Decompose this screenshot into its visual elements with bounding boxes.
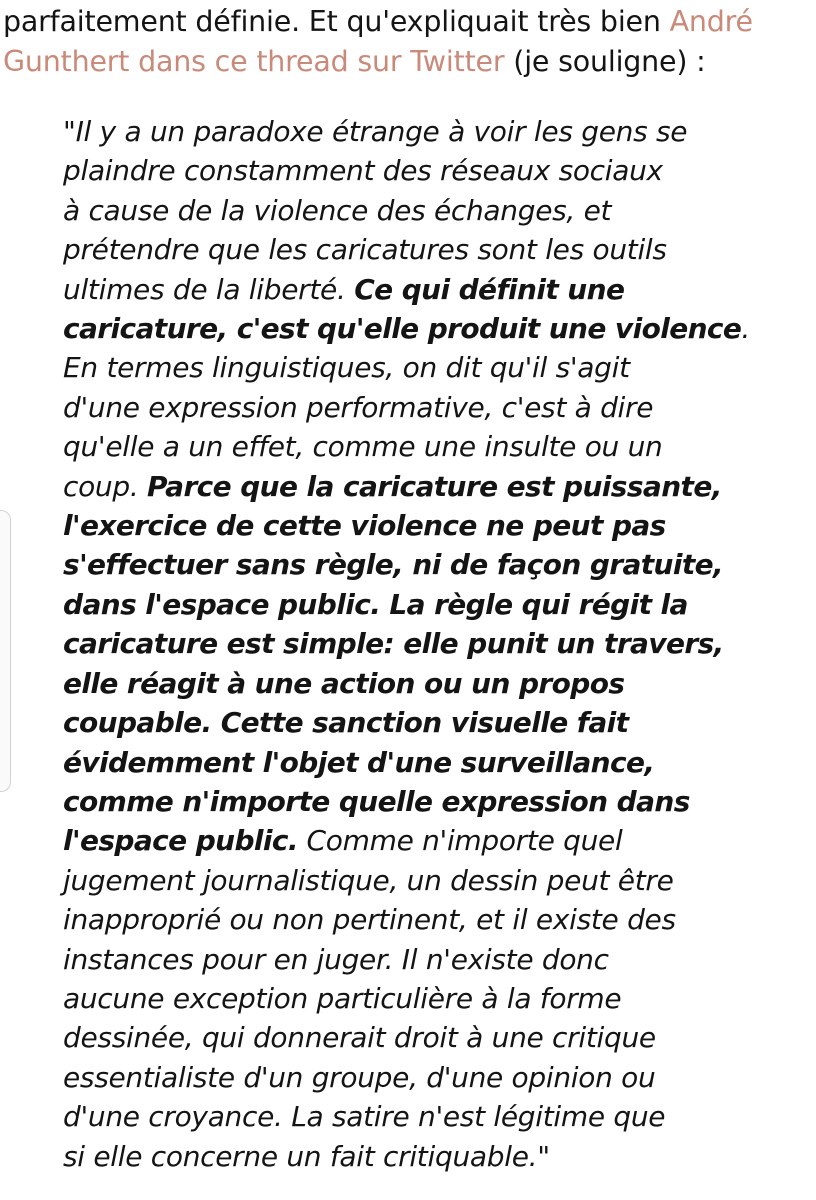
quote-bold-text: elle réagit à une action ou un propos bbox=[63, 666, 625, 700]
quote-line bbox=[63, 151, 803, 190]
quote-text: dessinée, qui donnerait droit à une critique bbox=[63, 1021, 656, 1055]
quote-bold-text: évidemment l'objet d'une surveillance, bbox=[63, 745, 655, 779]
quote-line bbox=[63, 861, 803, 900]
quote-line bbox=[63, 388, 803, 427]
quote-line bbox=[63, 1058, 803, 1097]
quote-text: d'une croyance. La satire n'est légitime que bbox=[63, 1100, 666, 1134]
quote-text: . bbox=[741, 312, 750, 346]
quote-text: si elle concerne un fait critiquable. bbox=[63, 1139, 538, 1173]
quote-line bbox=[63, 782, 803, 821]
quote-bold-text: coupable. Cette sanction visuelle fait bbox=[63, 706, 629, 740]
quote-line bbox=[63, 624, 803, 663]
quote-text: aucune exception particulière à la forme bbox=[63, 981, 622, 1015]
quote-line bbox=[63, 309, 803, 348]
quote-line bbox=[63, 230, 803, 269]
quote-text: " bbox=[537, 1139, 550, 1173]
quote-text: inapproprié ou non pertinent, et il existe des bbox=[63, 903, 676, 937]
quote-bold-text: caricature, c'est qu'elle produit une violence bbox=[63, 312, 742, 346]
quote-text: En termes linguistiques, on dit qu'il s'agit bbox=[63, 351, 630, 385]
quote-bold-text: Ce qui définit une bbox=[354, 272, 625, 306]
quote-text: Il y a un paradoxe étrange à voir les gens se bbox=[75, 115, 688, 148]
quote-line bbox=[63, 191, 803, 230]
quote-bold-text: caricature est simple: elle punit un travers, bbox=[63, 627, 724, 661]
quote-line bbox=[63, 743, 803, 782]
intro-text-before: parfaitement définie. Et qu'expliquait très bien bbox=[3, 5, 670, 38]
quote-line bbox=[63, 545, 803, 584]
quote-bold-text: s'effectuer sans règle, ni de façon gratuite, bbox=[63, 548, 724, 582]
quote-bold-text: Parce que la caricature est puissante, bbox=[147, 469, 722, 503]
quote-text: ultimes de la liberté. bbox=[63, 272, 355, 306]
quote-line bbox=[63, 940, 803, 979]
quote-bold-text: l'exercice de cette violence ne peut pas bbox=[63, 509, 666, 543]
quote-line bbox=[63, 585, 803, 624]
quote-line bbox=[63, 821, 803, 860]
quote-bold-text: comme n'importe quelle expression dans bbox=[63, 784, 690, 818]
intro-text-after: (je souligne) : bbox=[504, 45, 706, 78]
quote-text: plaindre constamment des réseaux sociaux bbox=[63, 154, 663, 188]
quote-line bbox=[63, 427, 803, 466]
quote-line bbox=[63, 664, 803, 703]
quote-text: instances pour en juger. Il n'existe donc bbox=[63, 942, 609, 976]
quote-text: à cause de la violence des échanges, et bbox=[63, 193, 612, 227]
article-link-line1: André bbox=[669, 5, 753, 38]
quote-text: jugement journalistique, un dessin peut être bbox=[63, 863, 674, 897]
quote-text: d'une expression performative, c'est à dire bbox=[63, 390, 654, 424]
article-link-line2: Gunthert dans ce thread sur Twitter bbox=[3, 45, 505, 78]
quote-line bbox=[63, 703, 803, 742]
quote-block bbox=[63, 112, 803, 1176]
quote-line bbox=[63, 900, 803, 939]
quote-line bbox=[63, 1097, 803, 1136]
quote-line bbox=[63, 112, 803, 151]
quote-bold-text: l'espace public. bbox=[63, 824, 298, 858]
quote-line bbox=[63, 348, 803, 387]
quote-text: qu'elle a un effet, comme une insulte ou un bbox=[63, 430, 663, 464]
quote-line bbox=[63, 979, 803, 1018]
quote-text: Comme n'importe quel bbox=[297, 824, 623, 858]
quote-line bbox=[63, 1137, 803, 1176]
quote-text: essentialiste d'un groupe, d'une opinion ou bbox=[63, 1060, 656, 1094]
quote-text: " bbox=[63, 115, 76, 148]
quote-line bbox=[63, 270, 803, 309]
quote-line bbox=[63, 506, 803, 545]
quote-bold-text: dans l'espace public. La règle qui régit la bbox=[63, 587, 688, 621]
quote-text: coup. bbox=[63, 469, 148, 503]
quote-line bbox=[63, 467, 803, 506]
side-panel-handle[interactable] bbox=[0, 510, 11, 792]
quote-text: prétendre que les caricatures sont les outils bbox=[63, 233, 667, 267]
quote-line bbox=[63, 1018, 803, 1057]
intro-paragraph bbox=[3, 2, 803, 82]
